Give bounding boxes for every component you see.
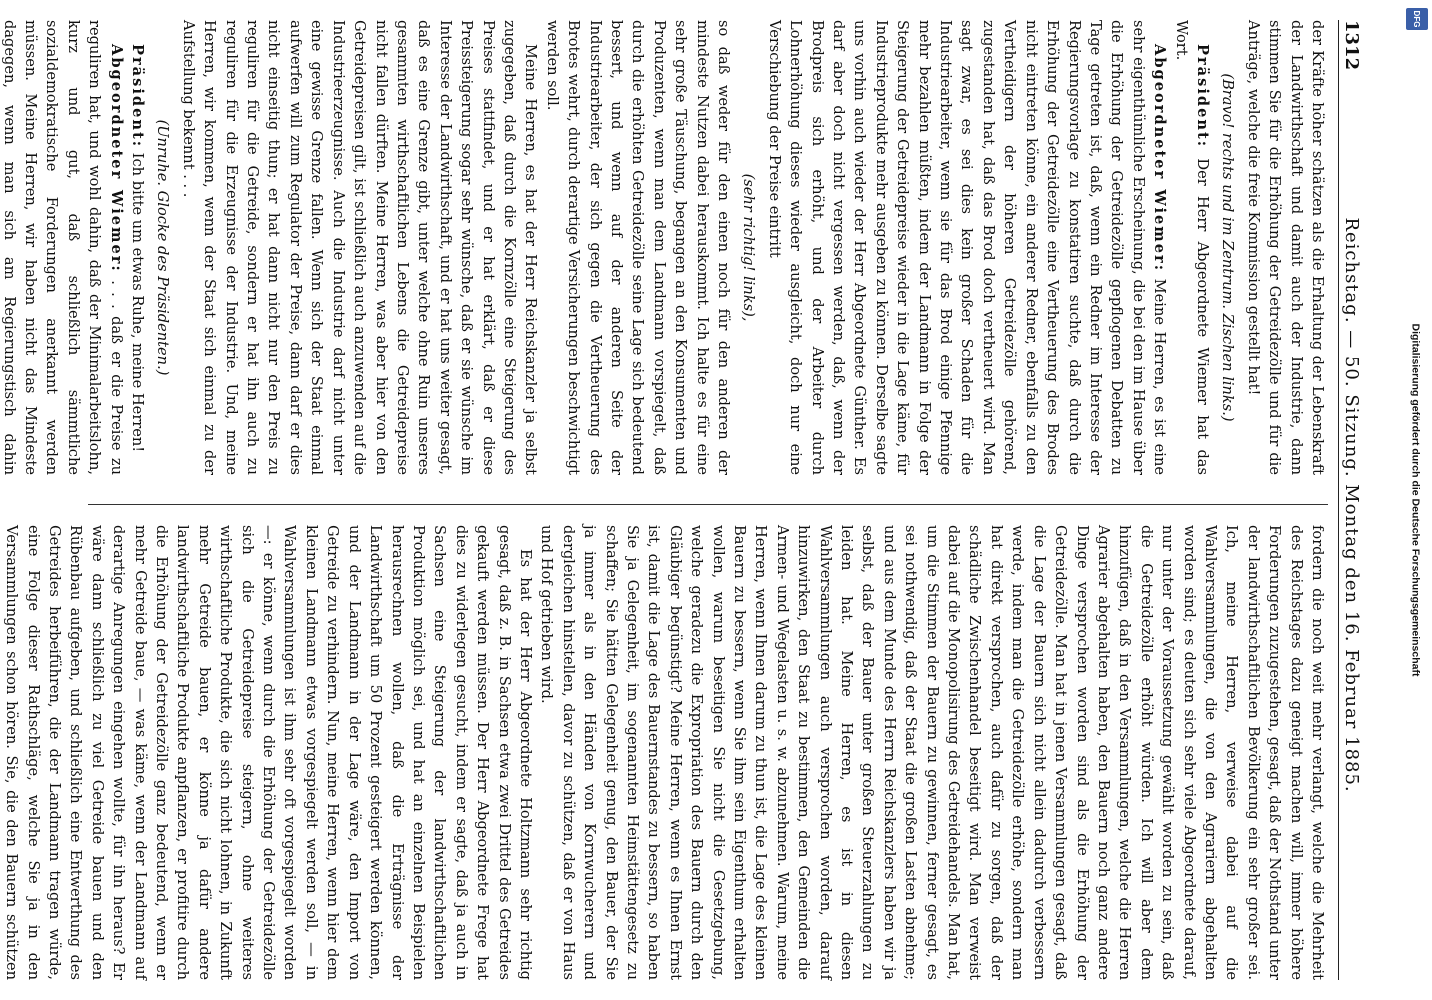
speaker-name: Abgeordneter Wiemer: (1151, 44, 1169, 273)
interjection: (sehr richtig! links), (740, 173, 758, 322)
dfg-logo: DFG (1406, 8, 1428, 30)
speaker-name: Abgeordneter Wiemer: (107, 44, 125, 273)
column-divider (88, 504, 1328, 505)
paragraph: so daß weder für den einen noch für den anderen der mindeste Nutzen dabei herauskommt. Ich halte es für eine sehr große Täuschung, begangen an den Konsumenten und Produzenten, wenn man dem Landmann vorspiegelt, daß durch die erhöhten Getreidezölle seine Lage sich bedeutend bessert, und wenn auf der anderen Seite der Industriearbeiter, der sich gegen die Vertheuerung des Brotes wehrt, durch derartige Versicherungen beschwichtigt werden soll. (543, 20, 733, 475)
right-column (0, 525, 1328, 980)
paragraph: der Kräfte höher schätzen als die Erhaltung der Lebenskraft der Landwirthschaft und damit auch der Industrie, dann stimmen Sie für die Erhöhung der Getreidezölle und für die Anträge, welche die freie Kommission gestellt hat! (1244, 20, 1326, 475)
speech-text: . . . daß er die Preise zu reguliren hat, und wohl dahin, daß der Minimalarbeitslohn, kurz und gut, daß schließlich sämmtliche sozialdemokratische Forderungen anerkannt werden müssen. Meine Herren, wir haben nicht das Mindeste dagegen, wenn man sich am Regierungstisch dahin (0, 20, 125, 475)
page-title: Reichstag. — 50. Sitzung. Montag den 16. Februar 1885. (1341, 217, 1362, 793)
paragraph: Es hat der Herr Abgeordnete Holtzmann sehr richtig gesagt, daß z. B. in Sachsen etwa zwei Drittel des Getreides gekauft werden müssen. Der Herr Abgeordnete Frege hat dies zu widerlegen gesucht, indem er sagte, daß ja auch in Sachsen eine Steigerung der landwirthschaftlichen Produktion möglich sei, und hat an einzelnen Beispielen herausrechnen wollen, daß die Erträgnisse der Landwirthschaft um 50 Prozent gesteigert werden können, und der Landmann in der Lage wäre, den Import von Getreide zu verhindern. Nun, meine Herren, wenn hier dem kleinen Landmann etwas vorgespiegelt werden soll, — in Wahlversammlungen ist ihm sehr oft vorgespiegelt worden —: er könne, wenn durch die Erhöhung der Getreidezölle sich die Getreidepreise steigern, ohne weiteres wirthschaftliche Produkte, die sich nicht lohnen, in Zukunft mehr Getreide bauen, er könne ja dafür andere landwirthschaftliche Produkte anpflanzen, er profitire durch die Erhöhung der Getreidezölle ganz bedeutend, wenn er mehr Getreide baue, — was käme, wenn der Landmann auf derartige Anregungen eingehen wollte, für ihn heraus? Er wäre dann schließlich zu viel Getreide bauen und den Rübenbau aufgeben, und schließlich eine Entwerthung des Getreides herbeiführen, die der Landmann tragen würde, eine Folge dieser Rathschläge, welche Sie ja in den Versammlungen schon hören. Sie, die den Bauern schützen (3, 525, 534, 980)
speech-text: Meine Herren, es ist eine sehr eigenthümliche Erscheinung, die bei den im Hause über die Erhöhung der Getreidezölle gepflogenen Debatten zu Tage getreten ist, daß, wenn ein Redner im Interesse der Regierungsvorlage zu konstatiren suchte, daß durch die Erhöhung der Getreidezölle eine Vertheuerung des Brodes nicht eintreten könne, ein anderer Redner, ebenfalls zu den Vertheidigern der höheren Getreidezölle gehörend, zugestanden hat, daß das Brod doch vertheuert wird. Man sagt zwar, es sei dies kein großer Schaden für die Industriearbeiter, wenn sie für das Brod einige Pfennige mehr bezahlen müßten, indem der Landmann in Folge der Steigerung der Getreidepreise wieder in die Lage käme, für Industrieprodukte mehr ausgeben zu können. Derselbe sagte uns vorhin auch wieder der Herr Abgeordnete Günther. Es darf aber doch nicht vergessen werden, daß, wenn der Brodpreis sich erhöht, und der Arbeiter durch Lohnerhöhung dieses wieder ausgleicht, doch nur eine Verschiebung der Preise eintritt (765, 20, 1169, 475)
paragraph (127, 20, 148, 475)
paragraph (0, 20, 127, 475)
rotated-page-content (0, 20, 1372, 980)
credit-text: Digitalisierung gefördert durch die Deutsche Forschungsgemeinschaft (1409, 323, 1422, 677)
speech-text: Ich bitte um etwas Ruhe, meine Herren! (129, 148, 147, 453)
paragraph: fordern die noch weit mehr verlangt, welche die Mehrheit des Reichstages dazu geneigt machen will, immer höhere Forderungen zuzugestehen, gesagt, daß der Nothstand unter der landwirthschaftlichen Bevölkerung ein sehr großer sei. Ich, meine Herren, verweise dabei auf die Wahlversammlungen, die von den Agrariern abgehalten worden sind; es deuten sich sehr viele Abgeordnete darauf, nur unter der Voraussetzung gewählt worden zu sein, daß die Getreidezölle erhöht würden. Ich will aber dem hinzufügen, daß in den Versammlungen, welche die Herren Agrarier abgehalten haben, den Bauern noch ganz andere Dinge versprochen worden sind als die Erhöhung der Getreidezölle. Man hat in jenen Versammlungen gesagt, daß die Lage der Bauern sich nicht allein dadurch verbessern werde, indem man die Getreidezölle erhöhe, sondern man hat direkt versprochen, auch dafür zu sorgen, daß der schädliche Zwischenhandel beseitigt wird. Man verweist dabei auf die Monopolisirung des Getreidehandels. Man hat, um die Stimmen der Bauern zu gewinnen, ferner gesagt, es sei nothwendig, daß der Staat die großen Lasten abnehme; und aus dem Munde des Herrn Reichskanzlers haben wir ja selbst, daß der Bauer unter großen Steuerzahlungen zu leiden hat. Meine Herren, es ist in diesen Wahlversammlungen auch versprochen worden, darauf hinzuwirken, den Staat zu bestimmen, den Gemeinden die Armen- und Wegelasten u. s. w. abzunehmen. Warum, meine Herren, wenn Ihnen darum zu thun ist, die Lage des kleinen Bauern zu bessern, wenn Sie ihm sein Eigenthum erhalten wollen, warum beseitigen Sie nicht die Gesetzgebung, welche geradezu die Expropriation des Bauern durch den Gläubiger begünstigt? Meine Herren, wenn es Ihnen Ernst ist, damit die Lage des Bauernstandes zu bessern, so haben Sie ja Gelegenheit, im sogenannten Heimstättengesetz zu schaffen; Sie hätten Gelegenheit genug, den Bauer, der Sie ja immer als in den Händen von Kornwucherern und dergleichen hinstellen, davor zu schützen, daß er von Haus und Hof getrieben wird. (538, 525, 1326, 980)
interjection: (Unruhe. Glocke des Präsidenten.) (154, 119, 172, 376)
page-number: 1312 (1341, 20, 1362, 71)
interjection: (Bravo! rechts und im Zentrum. Zischen links.) (1219, 73, 1237, 422)
page-header (1338, 20, 1372, 980)
paragraph (1170, 20, 1213, 475)
speaker-name: Präsident: (1193, 44, 1211, 149)
paragraph: Meine Herren, es hat der Herr Reichskanzler ja selbst zugegeben, daß durch die Kornzölle eine Steigerung des Preises stattfindet, und er hat erklärt, daß er diese Preissteigerung sogar sehr wünsche, daß er sie wünsche im Interesse der Landwirthschaft, und er hat uns weiter gesagt, daß es eine Grenze gibt, unter welche ohne Ruin unseres gesammten wirthschaftlichen Lebens die Getreidepreise nicht fallen dürften. Meine Herren, was aber hier von den Getreidepreisen gilt, ist schließlich auch anzuwenden auf die Industrieerzeugnisse. Auch die Industrie darf nicht unter eine gewisse Grenze fallen. Wenn sich der Staat einmal aufwerfen will zum Regulator der Preise, dann darf er dies nicht einseitig thun; er hat dann nicht nur den Preis zu reguliren für die Getreide, sondern er hat ihn auch zu reguliren für die Erzeugnisse der Industrie. Und, meine Herren, wir kommen, wenn der Staat sich einmal zu der Aufstellung bekennt . . . (179, 20, 540, 475)
digitization-credit (1404, 0, 1426, 1000)
paragraph (763, 20, 1170, 475)
speaker-name: Präsident: (129, 44, 147, 149)
left-column (0, 20, 1328, 475)
speech-text: Der Herr Abgeordnete Wiemer hat das Wort. (1172, 20, 1211, 475)
